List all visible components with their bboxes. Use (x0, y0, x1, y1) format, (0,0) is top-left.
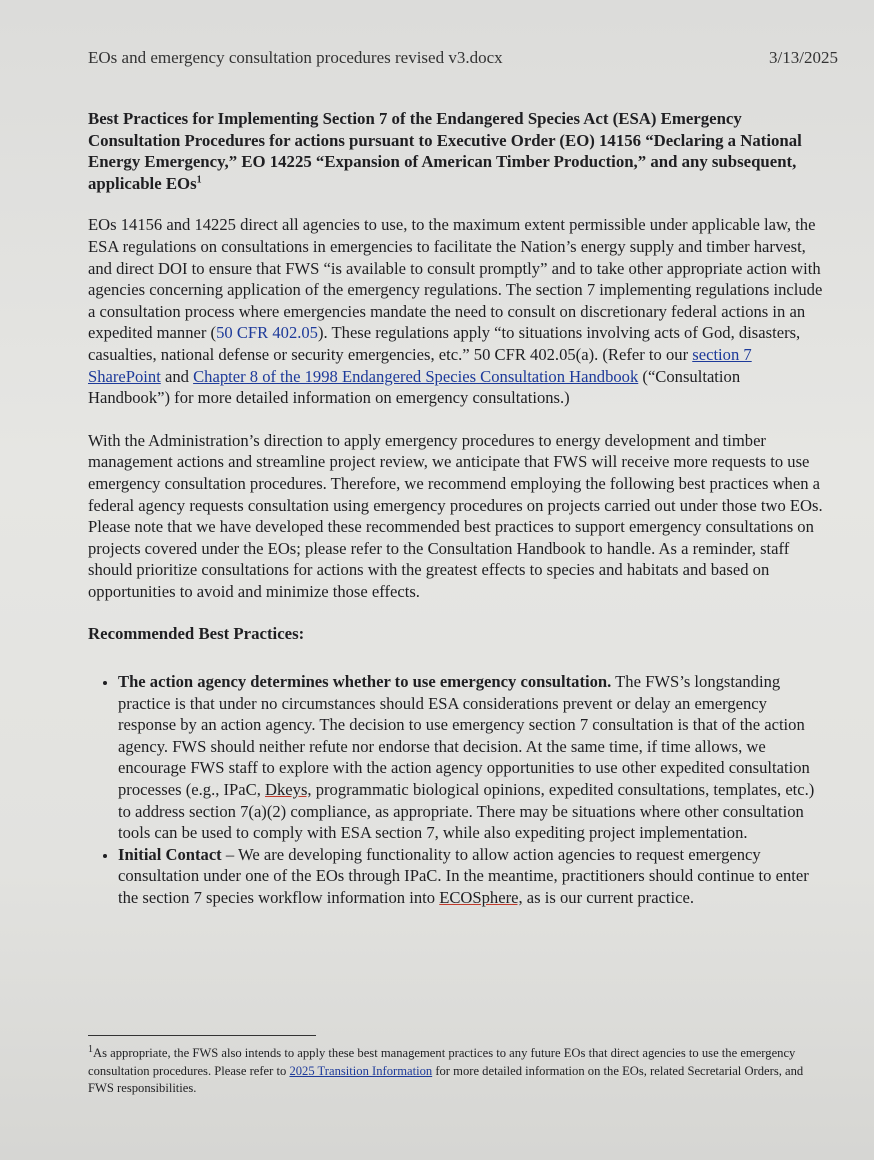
bullet-1-bold: The action agency determines whether to use emergency consultation. (118, 672, 612, 692)
document-body (88, 108, 824, 909)
list-item (118, 671, 824, 844)
bullet-1-text-before: The FWS’s longstanding practice is that under no circumstances should ESA considerations prevent or delay an emergency response by an action agency. The decision to use emergency section 7 consultation is that of the action agency. FWS should neither refute nor endorse that decision. At the same time, if time allows, we encourage FWS staff to explore with the action agency opportunities to use other expedited consultation processes (e.g., IPaC, (118, 672, 810, 800)
sharepoint-link[interactable]: section 7 SharePoint (88, 344, 752, 386)
bullet-1-marked-word: Dkeys, (265, 780, 312, 800)
header-date: 3/13/2025 (769, 48, 838, 67)
para1-text-3: and (160, 366, 194, 386)
para1-text-4: (“Consultation Handbook”) for more detailed information on emergency consultations.) (88, 366, 741, 408)
handbook-link[interactable]: Chapter 8 of the 1998 Endangered Species Consultation Handbook (193, 366, 639, 386)
footnote-text-2: for more detailed information on the EOs, related Secretarial Orders, and FWS responsibilities. (88, 1063, 804, 1095)
footnote-separator (88, 1035, 316, 1036)
title-footnote-mark: 1 (196, 174, 202, 186)
document-title (88, 108, 824, 194)
list-item (118, 844, 824, 909)
para1-text-2: ). These regulations apply “to situations involving acts of God, disasters, casualties, national defense or security emergencies, etc.” 50 CFR 402.05(a). (Refer to our (88, 323, 801, 364)
paragraph-administration: With the Administration’s direction to apply emergency procedures to energy development and timber management actions and streamline project review, we anticipate that FWS will receive more requests to use emergency consultation procedures. Therefore, we recommend employing the following best practices when a federal agency requests consultation using emergency procedures on projects carried out under those two EOs. Please note that we have developed these recommended best practices to support emergency consultations on projects covered under the EOs; please refer to the Consultation Handbook to handle. As a reminder, staff should prioritize consultations for actions with the greatest effects to species and habitats and based on opportunities to avoid and minimize those effects. (88, 430, 823, 601)
footnote (88, 1045, 814, 1098)
footnote-text-1: As appropriate, the FWS also intends to apply these best management practices to any future EOs that direct agencies to use the emergency consultation procedures. Please refer to (88, 1046, 796, 1078)
transition-info-link[interactable]: 2025 Transition Information (289, 1063, 433, 1078)
para1-text-1: EOs 14156 and 14225 direct all agencies to use, to the maximum extent permissible under applicable law, the ESA regulations on consultations in emergencies to facilitate the Nation’s energy supply and timber harvest, and direct DOI to ensure that FWS “is available to consult promptly” and to take other appropriate action with agencies concerning application of the emergency regulations. The section 7 implementing regulations include a consultation process where emergencies mandate the need to consult on discretionary federal actions in an expedited manner ( (88, 215, 823, 343)
bullet-2-marked-word: ECOSphere, (439, 888, 523, 907)
cfr-link[interactable]: 50 CFR 402.05 (216, 323, 318, 343)
paragraph-intro (88, 214, 824, 408)
bullet-1-text-after: programmatic biological opinions, expedited consultations, templates, etc.) to address section 7(a)(2) compliance, as appropriate. There may be situations where other consultation tools can be used to comply with ESA section 7, while also expediting project implementation. (118, 780, 815, 843)
footnote-mark: 1 (88, 1043, 93, 1055)
document-header (88, 48, 838, 68)
bullet-2-text-before: – We are developing functionality to allow action agencies to request emergency consultation under one of the EOs through IPaC. In the meantime, practitioners should continue to enter the section 7 species workflow information into (118, 844, 809, 907)
bullet-2-bold: Initial Contact (118, 844, 222, 864)
title-text: Best Practices for Implementing Section 7 of the Endangered Species Act (ESA) Emergency Consultation Procedures for actions pursuant to Executive Order (EO) 14156 “Declaring a National Energy Emergency,” EO 14225 “Expansion of American Timber Production,” and any subsequent, applicable EOs (88, 109, 802, 193)
bullet-2-text-after: as is our current practice. (522, 888, 695, 907)
section-heading: Recommended Best Practices: (88, 624, 305, 644)
best-practices-list (88, 671, 824, 909)
header-filename: EOs and emergency consultation procedures revised v3.docx (88, 48, 503, 67)
